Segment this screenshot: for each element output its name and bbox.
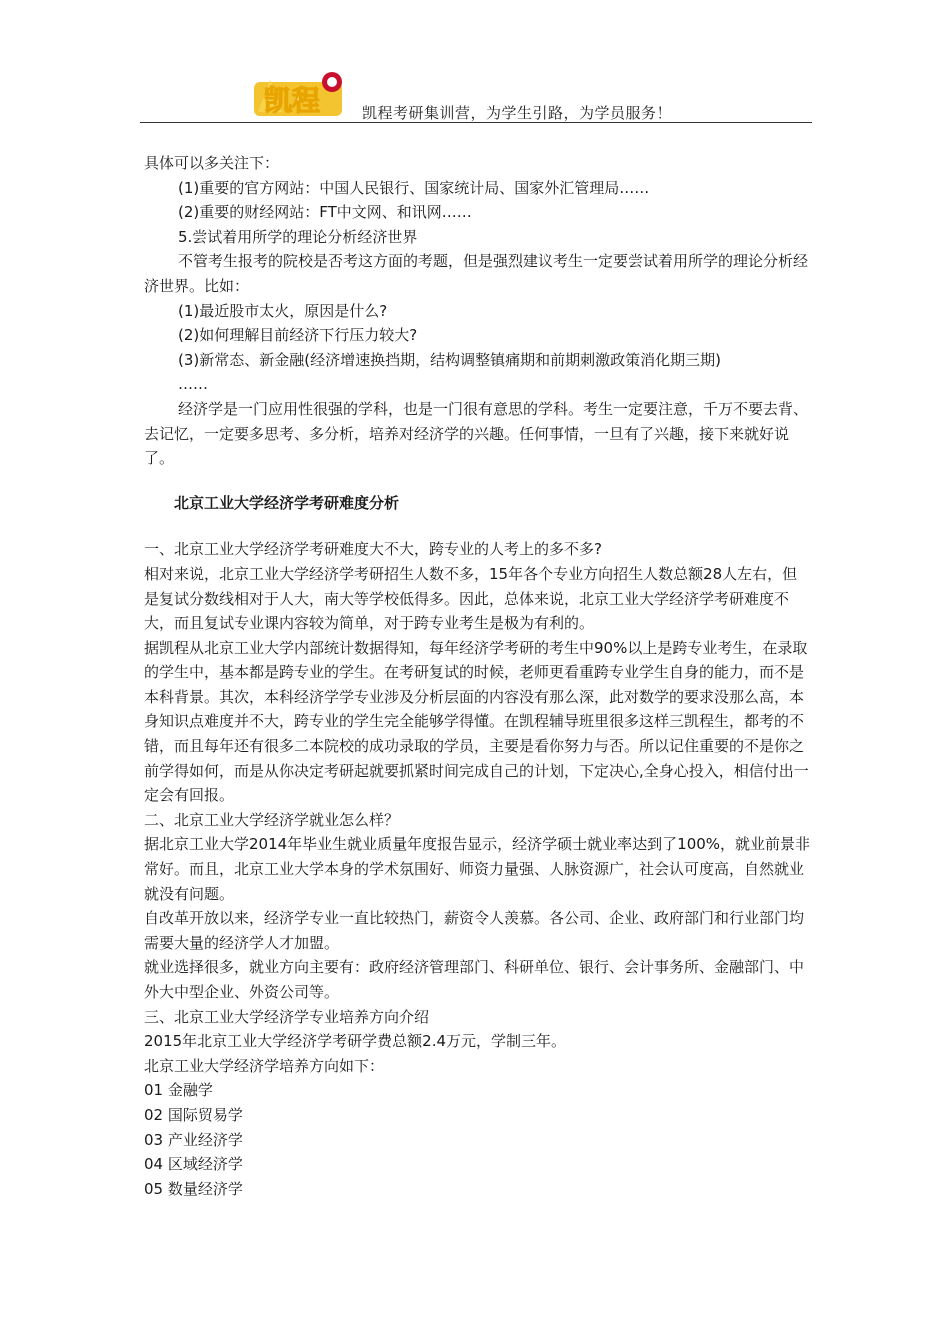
list-item: 05 数量经济学 [144,1179,243,1198]
section-1-paragraph-2: 据凯程从北京工业大学内部统计数据得知，每年经济学考研的考生中90%以上是跨专业考生，在录取的学生中，基本都是跨专业的学生。在考研复试的时候，老师更看重跨专业学生自身的能力，而不是本科背景。其次，本科经济学学专业涉及分析层面的内容没有那么深，此对数学的要求没那么高，本身知识点难度并不大，跨专业的学生完全能够学得懂。在凯程辅导班里很多这样三凯程生，都考的不错，而且每年还有很多二本院校的成功录取的学员，主要是看你努力与否。所以记住重要的不是你之前学得如何，而是从你决定考研起就要抓紧时间完成自己的计划，下定决心,全身心投入，相信付出一定会有回报。 [144,638,809,805]
list-item: 03 产业经济学 [144,1130,243,1149]
header-divider [140,122,812,123]
list-item: 01 金融学 [144,1081,213,1100]
website-item-1: (1)重要的官方网站：中国人民银行、国家统计局、国家外汇管理局…… [178,178,650,197]
section-2-paragraph-2: 自改革开放以来，经济学专业一直比较热门，薪资令人羡慕。各公司、企业、政府部门和行业部门均需要大量的经济学人才加盟。 [144,909,805,952]
website-item-2: (2)重要的财经网站：FT中文网、和讯网…… [178,203,472,222]
section-1-paragraph-1: 相对来说，北京工业大学经济学考研招生人数不多，15年各个专业方向招生人数总额28人左右，但是复试分数线相对于人大，南大等学校低得多。因此，总体来说，北京工业大学经济学考研难度不大，而且复试专业课内容较为简单，对于跨专业考生是极为有利的。 [144,564,798,633]
section-heading-1: 一、北京工业大学经济学考研难度大不大，跨专业的人考上的多不多? [144,540,602,559]
ellipsis: …… [178,375,208,394]
list-item: 04 区域经济学 [144,1155,243,1174]
intro-line: 具体可以多关注下： [144,154,280,172]
kaicheng-logo [252,66,344,120]
section-heading-3: 三、北京工业大学经济学专业培养方向介绍 [144,1007,430,1026]
point-5-body: 不管考生报考的院校是否考这方面的考题，但是强烈建议考生一定要尝试着用所学的理论分析经济世界。比如： [144,252,809,295]
header-slogan: 凯程考研集训营，为学生引路，为学员服务！ [362,104,673,122]
section-3-paragraph-2: 北京工业大学经济学培养方向如下： [144,1056,385,1075]
article-title: 北京工业大学经济学考研难度分析 [174,493,400,512]
section-3-paragraph-1: 2015年北京工业大学经济学考研学费总额2.4万元，学制三年。 [144,1032,567,1051]
question-3: (3)新常态、新金融(经济增速换挡期，结构调整镇痛期和前期刺激政策消化期三期) [178,350,721,369]
section-2-paragraph-1: 据北京工业大学2014年毕业生就业质量年度报告显示，经济学硕士就业率达到了100%，就业前景非常好。而且，北京工业大学本身的学术氛围好、师资力量强、人脉资源广，社会认可度高，自然就业就没有问题。 [144,835,811,903]
point-5-title: 5.尝试着用所学的理论分析经济世界 [178,227,418,246]
section-2-paragraph-3: 就业选择很多，就业方向主要有：政府经济管理部门、科研单位、银行、会计事务所、金融部门、中外大中型企业、外资公司等。 [144,958,805,1001]
section-heading-2: 二、北京工业大学经济学就业怎么样？ [144,810,400,829]
question-2: (2)如何理解目前经济下行压力较大? [178,326,418,345]
direction-list [144,1078,812,1201]
list-item: 02 国际贸易学 [144,1105,243,1124]
conclusion-paragraph: 经济学是一门应用性很强的学科，也是一门很有意思的学科。考生一定要注意，千万不要去背、去记忆，一定要多思考、多分析，培养对经济学的兴趣。任何事情，一旦有了兴趣，接下来就好说了。 [144,399,809,468]
page-header [140,62,812,124]
question-1: (1)最近股市太火，原因是什么? [178,301,388,320]
document-body [144,151,812,1201]
logo-text: 凯程 [264,84,321,117]
